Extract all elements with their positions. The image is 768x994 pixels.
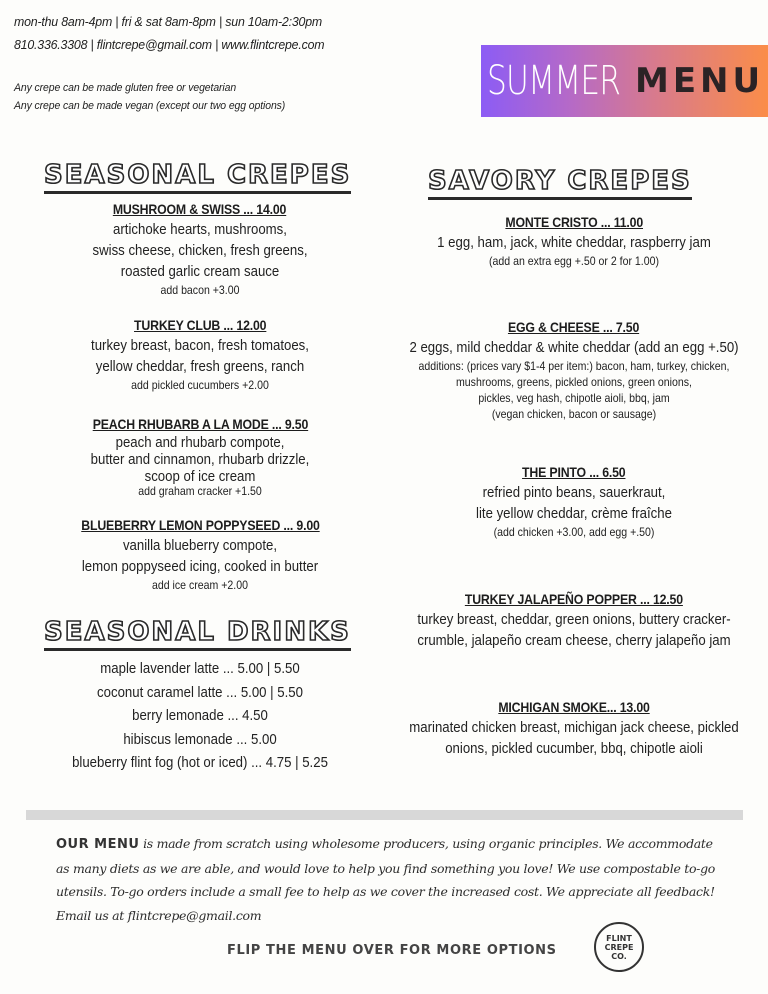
item-title: THE PINTO ... 6.50	[522, 464, 626, 480]
drink-item: blueberry flint fog (hot or iced) ... 4.75 | 5.25	[72, 754, 328, 771]
menu-item-blueberry-lemon	[30, 517, 370, 593]
logo-line: CO.	[611, 951, 627, 961]
menu-item-mushroom-swiss	[30, 201, 370, 298]
about-menu-body: is made from scratch using wholesome producers, using organic principles. We accommodate as many diets as we are able, and would love to help you find something you love! We use compostable to-go utensils. To-go orders include a small fee to help as we cover the increased cost. We appreciate all feedback! Email us at flintcrepe@gmail.com	[56, 836, 716, 923]
banner-menu-word: MENU	[635, 61, 765, 101]
drink-item: berry lemonade ... 4.50	[132, 707, 268, 724]
item-addon: mushrooms, greens, pickled onions, green onions,	[456, 375, 692, 389]
item-title: MICHIGAN SMOKE... 13.00	[498, 699, 650, 715]
drink-item: coconut caramel latte ... 5.00 | 5.50	[97, 683, 303, 701]
item-desc: swiss cheese, chicken, fresh greens,	[92, 242, 308, 259]
item-desc: turkey breast, bacon, fresh tomatoes,	[91, 337, 309, 354]
item-desc: crumble, jalapeño cream cheese, cherry jalapeño jam	[417, 632, 731, 649]
item-addon: pickles, veg hash, chipotle aioli, bbq, jam	[478, 391, 670, 405]
item-title: TURKEY CLUB ... 12.00	[133, 317, 267, 333]
item-desc: lite yellow cheddar, crème fraîche	[476, 505, 672, 522]
item-title: PEACH RHUBARB A LA MODE ... 9.50	[92, 416, 308, 432]
item-desc: butter and cinnamon, rhubarb drizzle,	[90, 451, 310, 468]
item-title: BLUEBERRY LEMON POPPYSEED ... 9.00	[80, 517, 320, 533]
seasonal-crepes-heading: SEASONAL CREPES	[44, 160, 351, 194]
logo-line: CREPE	[604, 942, 634, 952]
item-desc: peach and rhubarb compote,	[115, 434, 285, 451]
item-title: MUSHROOM & SWISS ... 14.00	[113, 201, 287, 217]
about-menu-lead: OUR MENU	[56, 837, 140, 852]
item-addon: (add an extra egg +.50 or 2 for 1.00)	[489, 254, 659, 268]
flip-menu-note: FLIP THE MENU OVER FOR MORE OPTIONS	[227, 943, 557, 958]
item-desc: turkey breast, cheddar, green onions, buttery cracker-	[417, 611, 731, 628]
item-desc: artichoke hearts, mushrooms,	[113, 221, 287, 238]
item-desc: vanilla blueberry compote,	[122, 537, 278, 554]
section-divider	[26, 810, 743, 820]
menu-item-turkey-club	[30, 317, 370, 393]
contact-text: 810.336.3308 | flintcrepe@gmail.com | www.flintcrepe.com	[14, 37, 325, 52]
item-desc: roasted garlic cream sauce	[120, 263, 280, 280]
drink-item: hibiscus lemonade ... 5.00	[123, 730, 277, 748]
seasonal-drinks-heading: SEASONAL DRINKS	[44, 617, 351, 651]
menu-item-the-pinto	[380, 464, 768, 540]
item-addon: (vegan chicken, bacon or sausage)	[491, 407, 657, 421]
item-desc: 1 egg, ham, jack, white cheddar, raspberry jam	[437, 234, 711, 251]
item-title: MONTE CRISTO ... 11.00	[505, 214, 643, 230]
dietary-note-2: Any crepe can be made vegan (except our two egg options)	[14, 100, 286, 112]
item-desc: onions, pickled cucumber, bbq, chipotle aioli	[445, 740, 703, 757]
item-addon: (add chicken +3.00, add egg +.50)	[493, 525, 655, 539]
item-desc: marinated chicken breast, michigan jack cheese, pickled	[409, 719, 739, 736]
menu-item-turkey-jalapeno	[380, 591, 768, 651]
flint-crepe-logo	[594, 922, 644, 972]
item-desc: scoop of ice cream	[144, 468, 256, 485]
item-title: TURKEY JALAPEÑO POPPER ... 12.50	[464, 591, 684, 607]
menu-item-peach-rhubarb	[30, 416, 370, 497]
menu-item-monte-cristo	[380, 214, 768, 269]
item-desc: lemon poppyseed icing, cooked in butter	[81, 558, 319, 575]
seasonal-drinks-list	[30, 657, 370, 775]
item-addon: add ice cream +2.00	[151, 578, 248, 592]
item-desc: refried pinto beans, sauerkraut,	[482, 484, 666, 501]
drink-item: maple lavender latte ... 5.00 | 5.50	[100, 660, 300, 677]
item-addon: add bacon +3.00	[160, 283, 240, 297]
item-addon: add graham cracker +1.50	[138, 484, 262, 498]
dietary-note-1: Any crepe can be made gluten free or vegetarian	[14, 82, 237, 94]
item-desc: 2 eggs, mild cheddar & white cheddar (add an egg +.50)	[409, 339, 739, 356]
item-addon: additions: (prices vary $1-4 per item:) bacon, ham, turkey, chicken,	[418, 359, 730, 373]
savory-crepes-heading: SAVORY CREPES	[428, 166, 692, 200]
item-desc: yellow cheddar, fresh greens, ranch	[95, 358, 305, 375]
item-addon: add pickled cucumbers +2.00	[131, 378, 269, 392]
item-title: EGG & CHEESE ... 7.50	[508, 319, 640, 335]
about-menu-paragraph	[56, 832, 726, 927]
menu-item-michigan-smoke	[380, 699, 768, 759]
logo-line: FLINT	[606, 933, 632, 943]
hours-text: mon-thu 8am-4pm | fri & sat 8am-8pm | sun 10am-2:30pm	[14, 14, 322, 29]
menu-item-egg-cheese	[380, 319, 768, 422]
banner-summer-word: SUMMER	[487, 58, 621, 104]
